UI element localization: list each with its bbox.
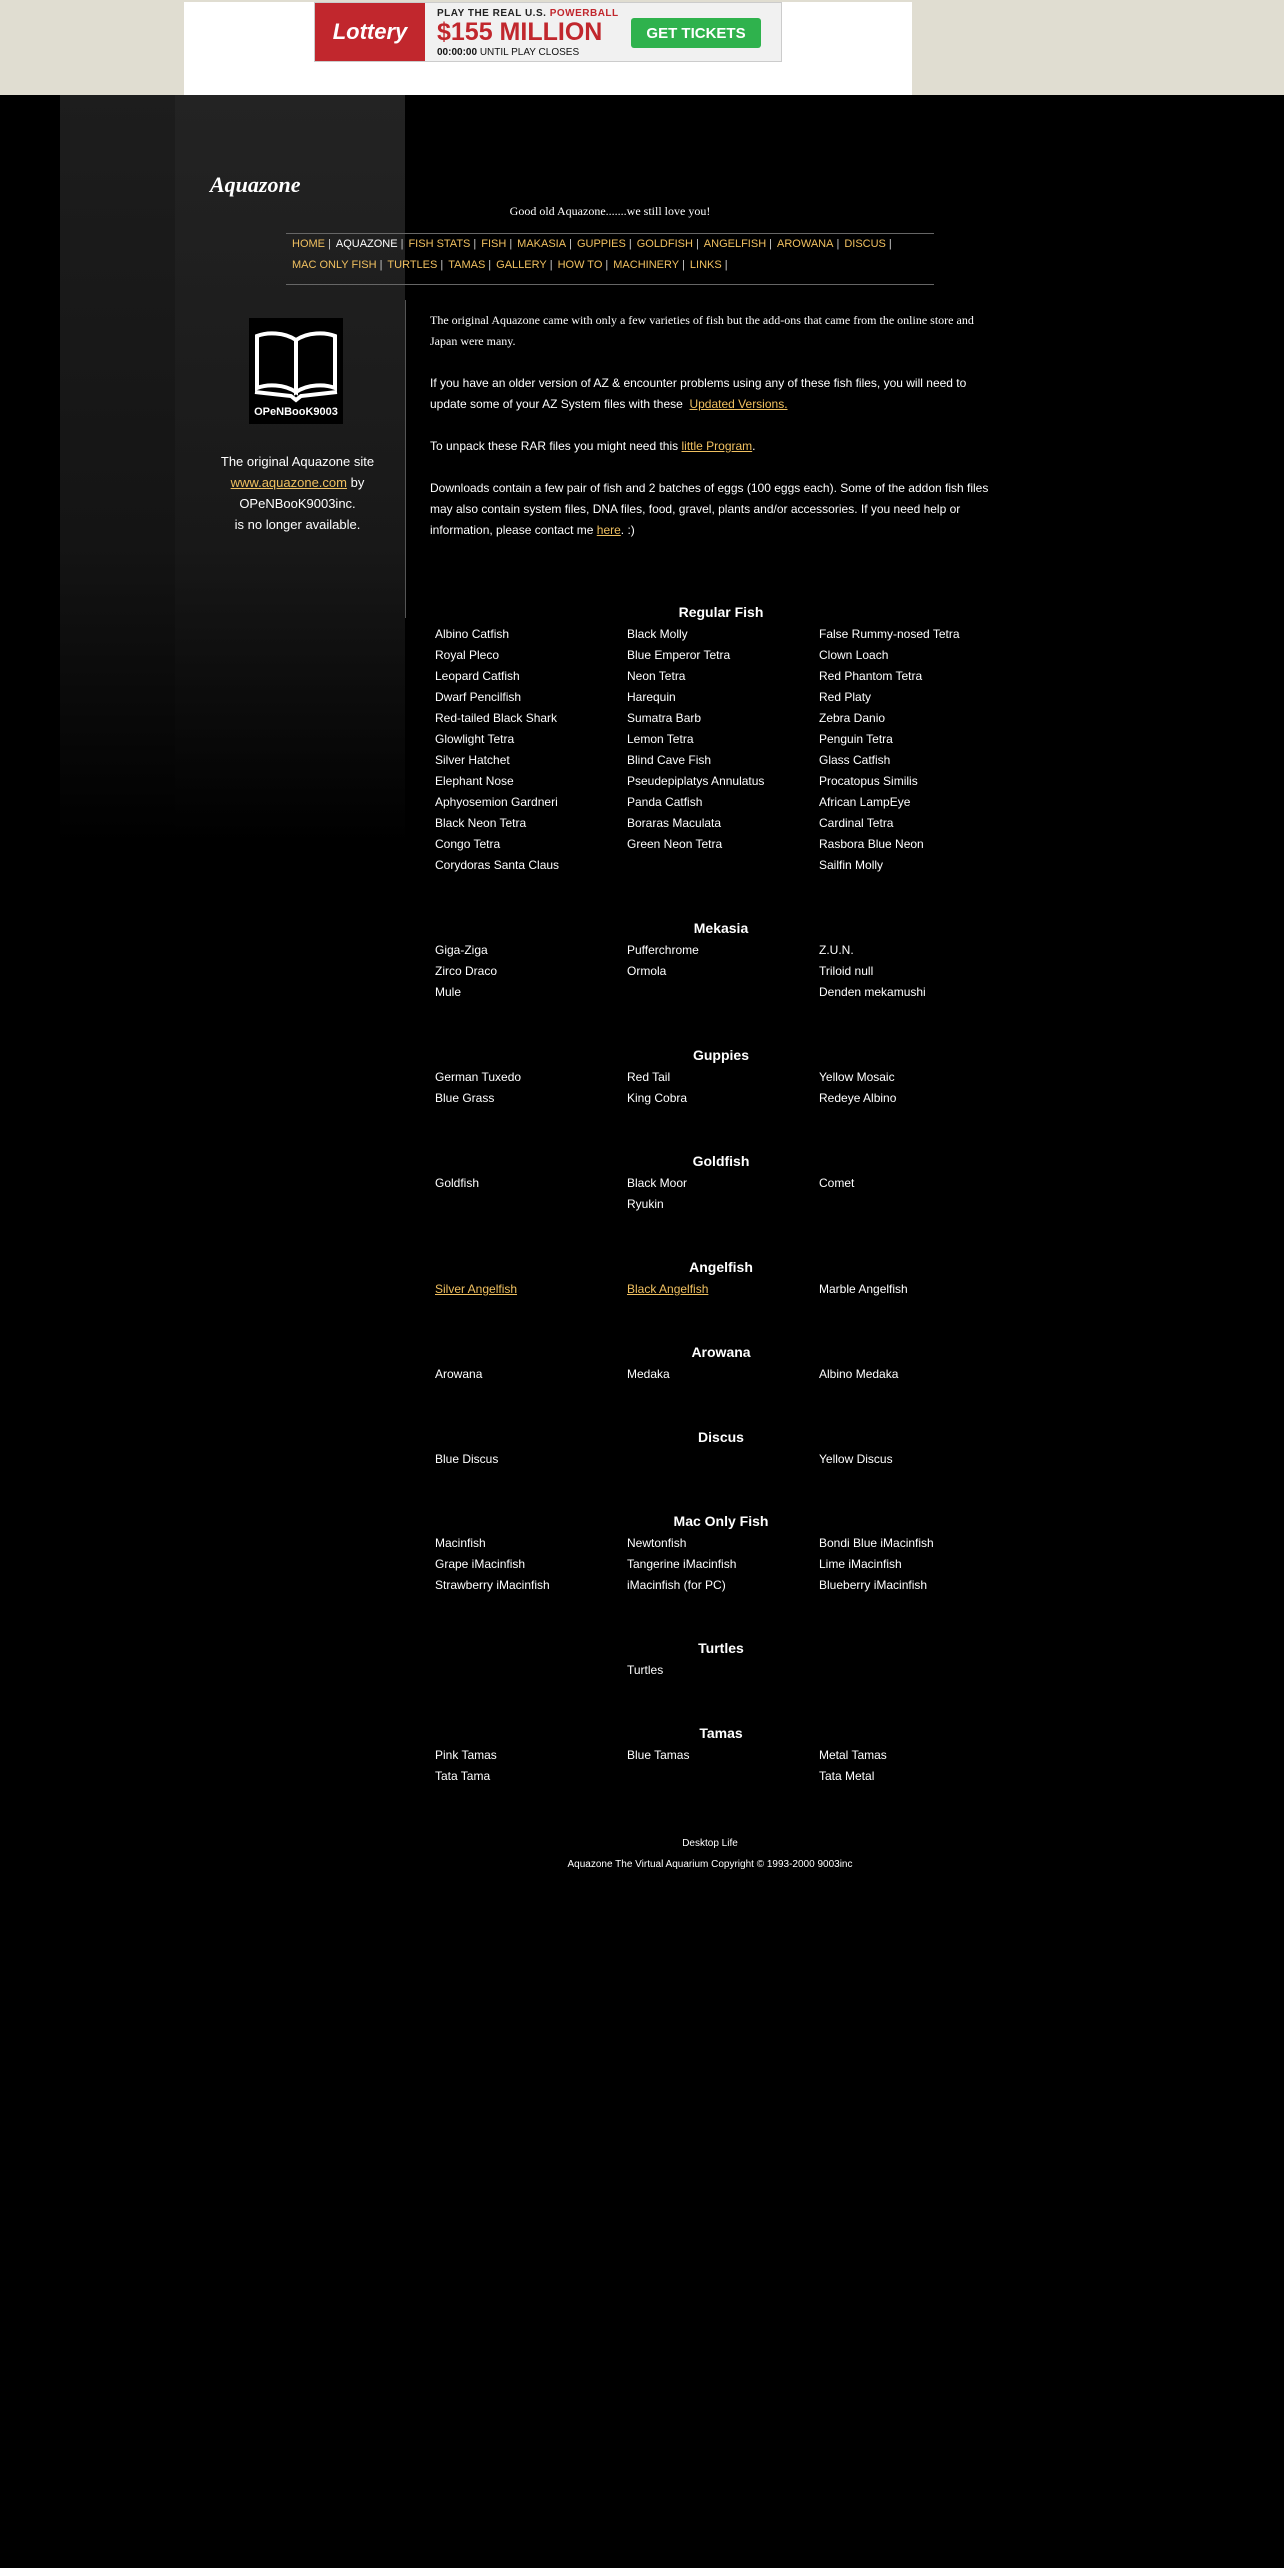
- nav-fish-stats[interactable]: FISH STATS: [408, 238, 471, 250]
- fish-link[interactable]: Silver Angelfish: [435, 1282, 518, 1296]
- section-title: Mac Only Fish: [673, 1513, 769, 1529]
- nav-separator: |: [769, 238, 773, 250]
- nav-tamas[interactable]: TAMAS: [448, 259, 486, 271]
- section-turtles: [430, 1640, 1012, 1681]
- fish-cell: Blue Grass: [435, 1091, 495, 1105]
- fish-cell: Blue Emperor Tetra: [627, 648, 731, 662]
- fish-cell: Pseudepiplatys Annulatus: [627, 774, 765, 788]
- fish-cell: Albino Medaka: [819, 1367, 899, 1381]
- fish-cell: Tata Tama: [435, 1769, 491, 1783]
- fish-cell: King Cobra: [627, 1091, 688, 1105]
- nav-mac-only-fish[interactable]: MAC ONLY FISH: [292, 259, 377, 271]
- fish-cell: Goldfish: [435, 1176, 480, 1190]
- fish-cell: Marble Angelfish: [819, 1282, 908, 1296]
- fish-cell: False Rummy-nosed Tetra: [819, 627, 960, 641]
- fish-cell: Red Phantom Tetra: [819, 669, 923, 683]
- fish-grid: [430, 624, 1012, 876]
- nav-goldfish[interactable]: GOLDFISH: [636, 238, 693, 250]
- fish-cell: Black Neon Tetra: [435, 816, 527, 830]
- fish-cell: Ryukin: [627, 1197, 664, 1211]
- section-title: Mekasia: [693, 920, 749, 936]
- fish-cell: Yellow Discus: [819, 1452, 893, 1466]
- section-angelfish: [430, 1259, 1012, 1300]
- fish-cell: Black Molly: [627, 627, 688, 641]
- fish-cell: Black Moor: [627, 1176, 688, 1190]
- nav-separator: |: [888, 238, 892, 250]
- nav-separator: |: [473, 238, 477, 250]
- fish-cell: Red-tailed Black Shark: [435, 711, 558, 725]
- sidebar-line1: The original Aquazone site: [220, 454, 375, 469]
- fish-grid: [430, 1533, 1012, 1596]
- fish-cell: Zebra Danio: [819, 711, 886, 725]
- fish-cell: Green Neon Tetra: [627, 837, 723, 851]
- fish-cell: Macinfish: [435, 1536, 486, 1550]
- fish-cell: Red Platy: [819, 690, 872, 704]
- sidebar-text: [205, 451, 390, 535]
- nav-separator: |: [509, 238, 513, 250]
- fish-grid: [430, 1449, 1012, 1470]
- openbook-logo-text: OPeNBooK9003: [254, 406, 338, 418]
- nav-separator: |: [605, 259, 609, 271]
- fish-cell: Ormola: [627, 964, 667, 978]
- section-regular-fish: [430, 604, 1012, 876]
- fish-cell: Bondi Blue iMacinfish: [819, 1536, 934, 1550]
- section-mekasia: [430, 920, 1012, 1003]
- fish-cell: [819, 1660, 1011, 1681]
- fish-cell: African LampEye: [819, 795, 911, 809]
- fish-grid: [430, 1660, 1012, 1681]
- section-title: Goldfish: [692, 1153, 750, 1169]
- fish-cell: [435, 1194, 627, 1215]
- nav-links[interactable]: LINKS: [689, 259, 722, 271]
- fish-cell: Penguin Tetra: [819, 732, 893, 746]
- fish-cell: [435, 1279, 627, 1300]
- footer-desktop-life: Desktop Life: [682, 1838, 738, 1849]
- sidebar-line2: www.aquazone.com by: [230, 475, 365, 490]
- fish-cell: Metal Tamas: [819, 1748, 887, 1762]
- fish-cell: Leopard Catfish: [435, 669, 520, 683]
- fish-cell: Elephant Nose: [435, 774, 514, 788]
- fish-cell: Triloid null: [819, 964, 874, 978]
- fish-cell: Procatopus Similis: [819, 774, 918, 788]
- nav-separator: |: [695, 238, 699, 250]
- fish-cell: Tangerine iMacinfish: [627, 1557, 737, 1571]
- main-nav: [286, 233, 934, 285]
- fish-cell: [627, 1766, 819, 1787]
- fish-cell: Strawberry iMacinfish: [435, 1578, 550, 1592]
- section-title: Discus: [698, 1429, 744, 1445]
- nav-makasia[interactable]: MAKASIA: [517, 238, 567, 250]
- nav-separator: |: [628, 238, 632, 250]
- openbook-logo: [249, 318, 343, 424]
- section-tamas: [430, 1725, 1012, 1787]
- lottery-ad[interactable]: [314, 2, 782, 62]
- nav-separator: |: [682, 259, 685, 271]
- nav-gallery[interactable]: GALLERY: [496, 259, 547, 271]
- fish-cell: Clown Loach: [819, 648, 889, 662]
- nav-separator: |: [488, 259, 492, 271]
- fish-cell: Arowana: [435, 1367, 483, 1381]
- fish-cell: Boraras Maculata: [627, 816, 722, 830]
- fish-cell: [435, 1660, 627, 1681]
- fish-cell: Lime iMacinfish: [819, 1557, 902, 1571]
- fish-cell: Tata Metal: [819, 1769, 875, 1783]
- nav-aquazone[interactable]: AQUAZONE: [335, 238, 398, 250]
- nav-how-to[interactable]: HOW TO: [557, 259, 603, 271]
- nav-row-2: [286, 259, 934, 280]
- aquazone-link[interactable]: www.aquazone.com: [230, 475, 347, 490]
- fish-cell: [627, 855, 819, 876]
- fish-cell: [819, 1194, 1011, 1215]
- fish-cell: Blue Tamas: [627, 1748, 690, 1762]
- nav-separator: |: [328, 238, 331, 250]
- footer: [430, 1833, 990, 1875]
- nav-arowana[interactable]: AROWANA: [777, 238, 834, 250]
- intro-paragraph-2: If you have an older version of AZ & encounter problems using any of these fish files, you will need to update some of your AZ System files with these Updated Versions.: [430, 376, 967, 411]
- fish-grid: [430, 1067, 1012, 1109]
- sidebar-line4: is no longer available.: [234, 517, 361, 532]
- nav-separator: |: [400, 238, 404, 250]
- section-arowana: [430, 1344, 1012, 1385]
- section-mac-only-fish: [430, 1513, 1012, 1596]
- fish-cell: Newtonfish: [627, 1536, 687, 1550]
- fish-link[interactable]: Black Angelfish: [627, 1282, 709, 1296]
- intro-paragraph-3: To unpack these RAR files you might need this little Program.: [430, 439, 756, 453]
- fish-cell: Redeye Albino: [819, 1091, 897, 1105]
- fish-cell: Albino Catfish: [435, 627, 510, 641]
- fish-cell: Denden mekamushi: [819, 985, 926, 999]
- fish-cell: Medaka: [627, 1367, 670, 1381]
- fish-cell: Mule: [435, 985, 462, 999]
- fish-cell: Royal Pleco: [435, 648, 500, 662]
- site-title: Aquazone: [210, 172, 301, 197]
- nav-turtles[interactable]: TURTLES: [387, 259, 438, 271]
- fish-cell: Blind Cave Fish: [627, 753, 712, 767]
- updated-versions-link[interactable]: Updated Versions.: [689, 397, 788, 411]
- ad-amount: $155 MILLION: [437, 18, 603, 46]
- fish-cell: [627, 1449, 819, 1470]
- section-title: Tamas: [699, 1725, 743, 1741]
- section-title: Turtles: [698, 1640, 744, 1656]
- fish-cell: Comet: [819, 1176, 855, 1190]
- tagline: Good old Aquazone.......we still love you!: [509, 204, 711, 218]
- fish-cell: Giga-Ziga: [435, 943, 488, 957]
- sidebar-line3: OPeNBooK9003inc.: [239, 496, 356, 511]
- section-title: Guppies: [692, 1047, 749, 1063]
- fish-cell: Lemon Tetra: [627, 732, 694, 746]
- nav-separator: |: [379, 259, 383, 271]
- nav-separator: |: [440, 259, 444, 271]
- nav-row-1: [286, 238, 934, 259]
- fish-cell: Zirco Draco: [435, 964, 498, 978]
- fish-cell: iMacinfish (for PC): [627, 1578, 726, 1592]
- intro-paragraph-4: Downloads contain a few pair of fish and 2 batches of eggs (100 eggs each). Some of the addon fish files may also contain system files, DNA files, food, gravel, plants and/or accessories. If you need help or information, please contact me here. :): [430, 481, 989, 537]
- fish-grid: [430, 1279, 1012, 1300]
- section-discus: [430, 1429, 1012, 1470]
- top-banner-bar: [0, 0, 1284, 95]
- fish-cell: Sailfin Molly: [819, 858, 884, 872]
- ad-timer: 00:00:00 UNTIL PLAY CLOSES: [437, 47, 580, 58]
- fish-grid: [430, 1173, 1012, 1215]
- fish-cell: Sumatra Barb: [627, 711, 702, 725]
- nav-fish[interactable]: FISH: [481, 238, 507, 250]
- nav-discus[interactable]: DISCUS: [844, 238, 886, 250]
- fish-cell: Grape iMacinfish: [435, 1557, 526, 1571]
- footer-copyright: Aquazone The Virtual Aquarium Copyright © 1993-2000 9003inc: [567, 1859, 853, 1870]
- fish-cell: [627, 982, 819, 1003]
- section-title: Arowana: [691, 1344, 751, 1360]
- fish-grid: [430, 1364, 1012, 1385]
- fish-cell: Dwarf Pencilfish: [435, 690, 522, 704]
- nav-guppies[interactable]: GUPPIES: [576, 238, 626, 250]
- fish-cell: Harequin: [627, 690, 676, 704]
- section-goldfish: [430, 1153, 1012, 1215]
- section-title: Angelfish: [689, 1259, 753, 1275]
- intro-text: [430, 310, 1000, 562]
- fish-cell: Neon Tetra: [627, 669, 686, 683]
- fish-cell: German Tuxedo: [435, 1070, 522, 1084]
- ad-line1: PLAY THE REAL U.S. POWERBALL: [437, 8, 619, 19]
- fish-cell: Blue Discus: [435, 1452, 499, 1466]
- nav-separator: |: [569, 238, 572, 250]
- nav-machinery[interactable]: MACHINERY: [613, 259, 680, 271]
- section-title: Regular Fish: [678, 604, 764, 620]
- fish-cell: Silver Hatchet: [435, 753, 510, 767]
- nav-separator: |: [836, 238, 840, 250]
- fish-cell: Red Tail: [627, 1070, 671, 1084]
- intro-paragraph-1: The original Aquazone came with only a few varieties of fish but the add-ons that came from the online store and Japan were many.: [430, 313, 974, 348]
- fish-cell: Pink Tamas: [435, 1748, 497, 1762]
- fish-cell: [627, 1279, 819, 1300]
- contact-here-link[interactable]: here: [596, 523, 621, 537]
- fish-cell: Aphyosemion Gardneri: [435, 795, 558, 809]
- fish-cell: Congo Tetra: [435, 837, 501, 851]
- fish-cell: Blueberry iMacinfish: [819, 1578, 928, 1592]
- fish-cell: Panda Catfish: [627, 795, 703, 809]
- little-program-link[interactable]: little Program: [681, 439, 753, 453]
- nav-home[interactable]: HOME: [292, 238, 325, 250]
- fish-cell: Z.U.N.: [819, 943, 854, 957]
- nav-separator: |: [724, 259, 728, 271]
- fish-cell: Glowlight Tetra: [435, 732, 515, 746]
- fish-grid: [430, 1745, 1012, 1787]
- nav-separator: |: [549, 259, 553, 271]
- fish-cell: Glass Catfish: [819, 753, 891, 767]
- fish-cell: Pufferchrome: [627, 943, 699, 957]
- sidebar-divider: [405, 300, 406, 618]
- section-guppies: [430, 1047, 1012, 1109]
- fish-cell: Turtles: [627, 1663, 664, 1677]
- fish-cell: Yellow Mosaic: [819, 1070, 895, 1084]
- fish-cell: Rasbora Blue Neon: [819, 837, 924, 851]
- fish-cell: Cardinal Tetra: [819, 816, 894, 830]
- fish-grid: [430, 940, 1012, 1003]
- lottery-logo: Lottery: [315, 3, 425, 61]
- nav-angelfish[interactable]: ANGELFISH: [703, 238, 767, 250]
- fish-cell: Corydoras Santa Claus: [435, 858, 560, 872]
- get-tickets-button[interactable]: GET TICKETS: [631, 18, 761, 48]
